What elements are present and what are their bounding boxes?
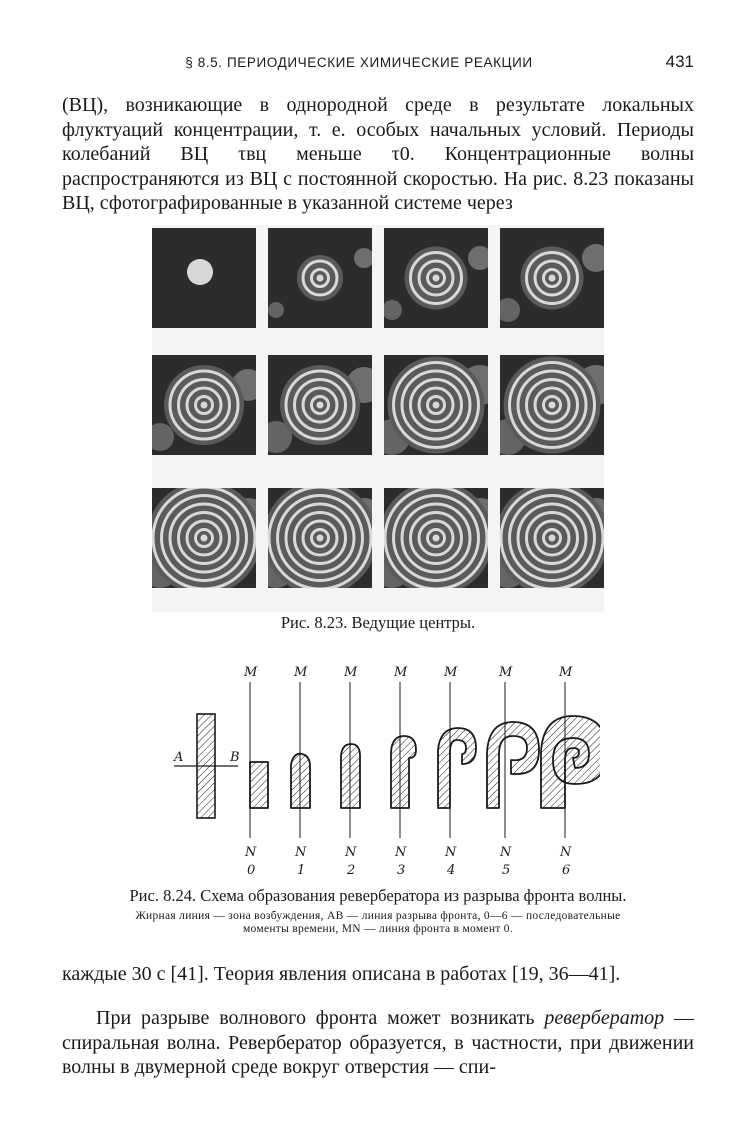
- excitation-zone-moment-4: [438, 728, 476, 808]
- label-moment: 5: [502, 863, 511, 878]
- label-moment: 1: [297, 863, 306, 878]
- running-head: [64, 52, 694, 76]
- label-m: M: [294, 665, 308, 680]
- legend-line-2: моменты времени, MN — линия фронта в момент 0.: [242, 923, 514, 935]
- photo-tile: [500, 355, 604, 455]
- leading-centers-photo-grid: [152, 225, 604, 612]
- label-m: M: [344, 665, 358, 680]
- photo-tile: [268, 355, 372, 455]
- leading-center-core: [549, 402, 556, 409]
- running-title: § 8.5. ПЕРИОДИЧЕСКИЕ ХИМИЧЕСКИЕ РЕАКЦИИ: [185, 55, 533, 70]
- photo-tile: [152, 355, 256, 455]
- excitation-zone-moment-1: [291, 754, 310, 808]
- leading-center-core: [433, 402, 440, 409]
- photo-tile-image: [384, 228, 488, 328]
- label-n: N: [445, 845, 457, 860]
- label-moment: 3: [397, 863, 406, 878]
- label-moment: 4: [447, 863, 456, 878]
- paragraph-top: (ВЦ), возникающие в однородной среде в результате локальных флуктуаций концентрации, т. е. особых начальных условий. Периоды колебаний ВЦ τвц меньше τ0. Концентрационные волны распространяются из ВЦ с постоянной скоростью. На рис. 8.23 показаны ВЦ, сфотографированные в указанной системе через: [62, 94, 694, 215]
- figure-8-24-legend: [62, 910, 694, 936]
- leading-center-core: [549, 535, 556, 542]
- label-m: M: [244, 665, 258, 680]
- label-point-b: B: [230, 750, 240, 765]
- figure-8-24-caption: Рис. 8.24. Схема образования ревербератора из разрыва фронта волны.: [129, 886, 627, 905]
- photo-tile: [152, 488, 256, 588]
- photo-tile-image: [268, 228, 372, 328]
- label-n: N: [500, 845, 512, 860]
- label-n: N: [395, 845, 407, 860]
- leading-center-core: [549, 275, 556, 282]
- photo-tile-image: [268, 355, 372, 455]
- page-number: 431: [665, 52, 694, 71]
- excitation-zone-moment-6: [541, 716, 600, 808]
- leading-center-core: [317, 402, 324, 409]
- leading-center-core: [201, 402, 208, 409]
- leading-center-core: [187, 259, 213, 285]
- photo-tile-image: [500, 488, 604, 588]
- photo-tile: [500, 488, 604, 588]
- label-n: N: [345, 845, 357, 860]
- photo-tile-image: [268, 488, 372, 588]
- photo-tile-image: [152, 355, 256, 455]
- reverberator-scheme: [160, 660, 600, 880]
- photo-tile: [500, 228, 604, 328]
- term-reverberator: ревербератор: [544, 1007, 665, 1029]
- legend-line-1: Жирная линия — зона возбуждения, AB — линия разрыва фронта, 0—6 — последовательные: [135, 910, 621, 922]
- label-moment: 6: [562, 863, 571, 878]
- label-m: M: [394, 665, 408, 680]
- label-moment: 0: [247, 863, 256, 878]
- photo-tile: [384, 355, 488, 455]
- photo-tile: [152, 228, 256, 328]
- paragraph-next: [62, 1006, 694, 1080]
- leading-center-core: [201, 535, 208, 542]
- label-point-a: A: [174, 750, 184, 765]
- label-n: N: [245, 845, 257, 860]
- label-m: M: [444, 665, 458, 680]
- photo-tile: [268, 488, 372, 588]
- photo-tile-image: [152, 228, 256, 328]
- photo-tile-image: [500, 228, 604, 328]
- photo-tile-image: [384, 488, 488, 588]
- excitation-zone-moment-3: [391, 736, 416, 808]
- leading-center-core: [317, 275, 324, 282]
- excitation-zone-moment-0: [250, 762, 268, 808]
- photo-tile-image: [500, 355, 604, 455]
- label-moment: 2: [347, 863, 356, 878]
- photo-tile-image: [152, 488, 256, 588]
- label-m: M: [499, 665, 513, 680]
- photo-tile: [268, 228, 372, 328]
- leading-center-core: [433, 275, 440, 282]
- leading-center-core: [433, 535, 440, 542]
- paragraph-continued: каждые 30 с [41]. Теория явления описана в работах [19, 36—41].: [62, 963, 621, 985]
- label-m: M: [559, 665, 573, 680]
- excitation-zone-moment-2: [341, 744, 360, 808]
- label-n: N: [295, 845, 307, 860]
- label-n: N: [560, 845, 572, 860]
- paragraph-next-rest: — спиральная волна. Ревербератор образуется, в частности, при движении волны в двумерной среде вокруг отверстия — спи-: [62, 1007, 695, 1079]
- paragraph-next-start: При разрыве волнового фронта может возникать: [96, 1007, 545, 1029]
- side-blob: [268, 302, 284, 318]
- photo-tile: [384, 488, 488, 588]
- photo-tile: [384, 228, 488, 328]
- photo-tile-image: [384, 355, 488, 455]
- leading-center-core: [317, 535, 324, 542]
- figure-8-23-caption: Рис. 8.23. Ведущие центры.: [280, 613, 476, 632]
- excitation-zone-moment-5: [487, 722, 539, 808]
